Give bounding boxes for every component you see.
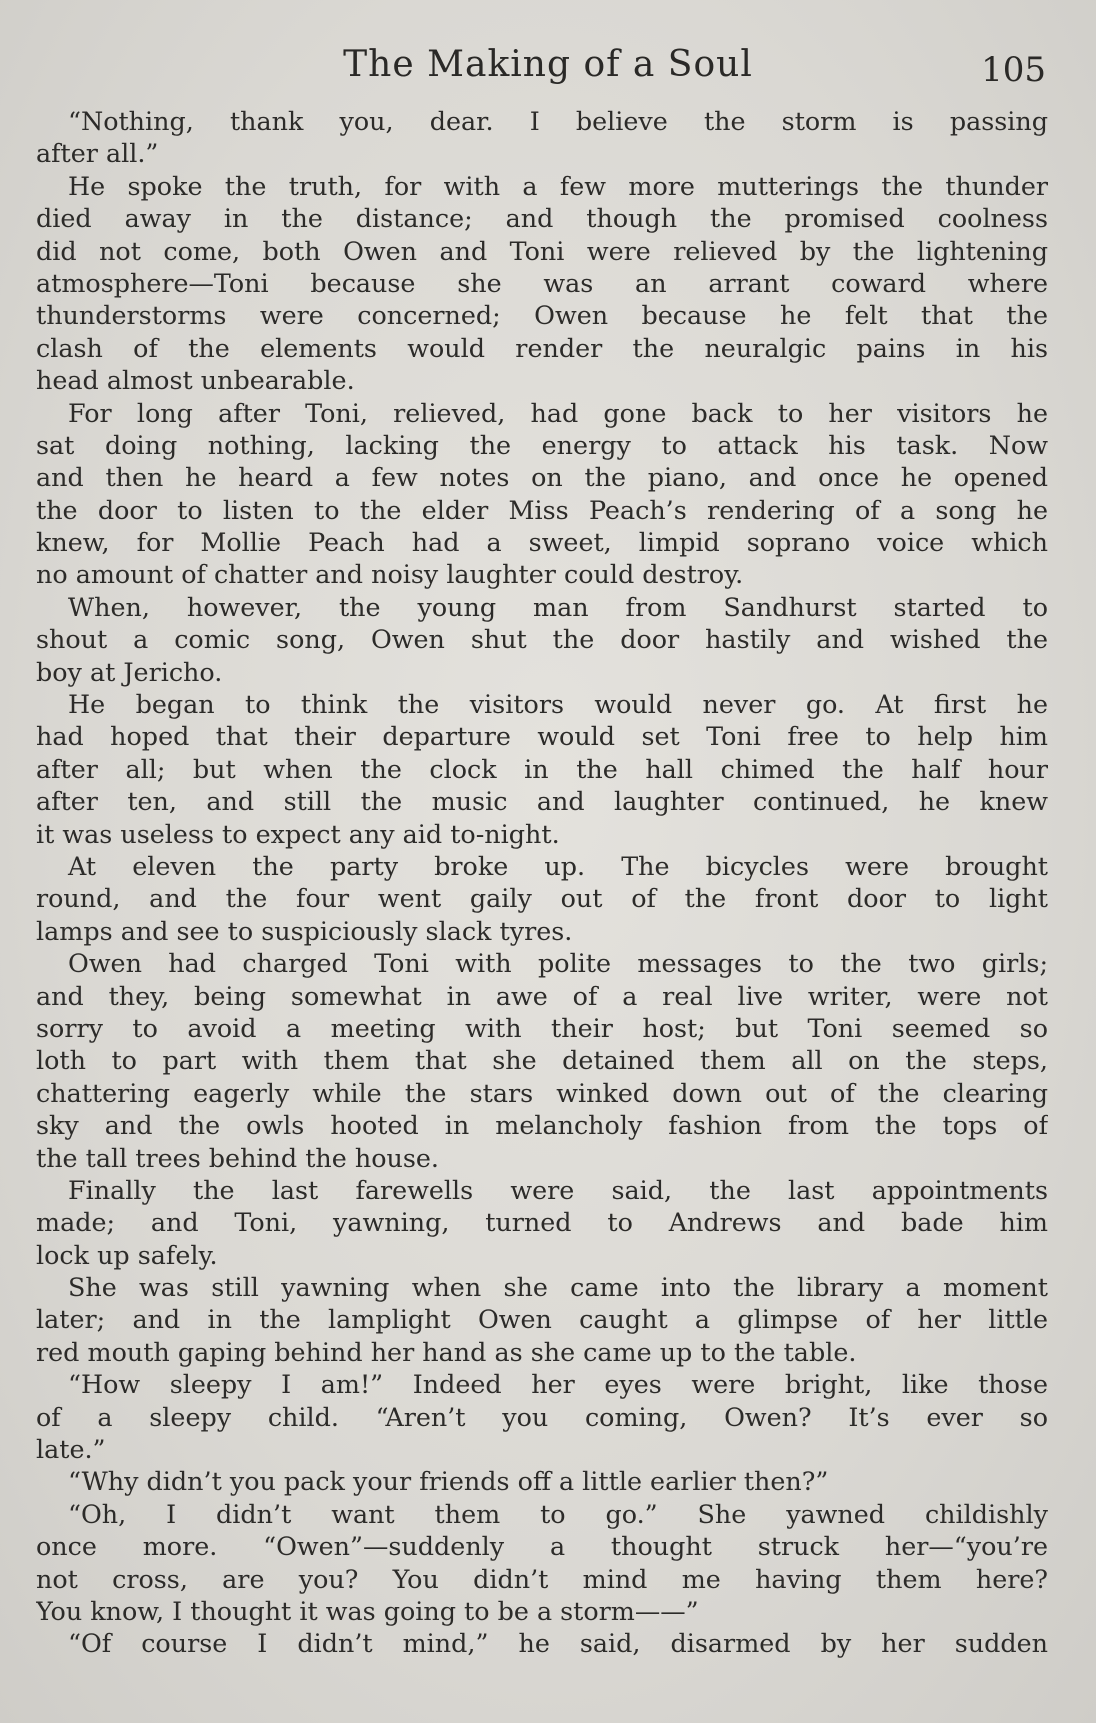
page-header <box>0 38 1096 98</box>
text-line: late.” <box>36 1434 106 1465</box>
text-line: after all; but when the clock in the hall chimed the half hour <box>36 753 1048 784</box>
text-line: died away in the distance; and though the promised coolness <box>36 203 1048 234</box>
text-line: You know, I thought it was going to be a storm——” <box>36 1595 699 1626</box>
text-line: made; and Toni, yawning, turned to Andrews and bade him <box>36 1207 1048 1238</box>
text-line: the door to listen to the elder Miss Peach’s rendering of a song he <box>36 494 1048 525</box>
text-line: had hoped that their departure would set Toni free to help him <box>36 721 1048 752</box>
text-line: sorry to avoid a meeting with their host; but Toni seemed so <box>36 1012 1048 1043</box>
text-line: lamps and see to suspiciously slack tyres. <box>36 915 573 946</box>
text-line: lock up safely. <box>36 1239 218 1270</box>
text-line: round, and the four went gaily out of the front door to light <box>36 883 1048 914</box>
text-line: and then he heard a few notes on the piano, and once he opened <box>36 462 1048 493</box>
text-line: For long after Toni, relieved, had gone back to her visitors he <box>68 397 1048 428</box>
body-text <box>36 105 1048 1660</box>
text-line: She was still yawning when she came into the library a moment <box>68 1272 1048 1303</box>
text-line: it was useless to expect any aid to-night. <box>36 818 560 849</box>
text-line: He began to think the visitors would never go. At first he <box>68 689 1048 720</box>
text-line: Finally the last farewells were said, the last appointments <box>68 1174 1048 1205</box>
text-line: chattering eagerly while the stars winked down out of the clearing <box>36 1077 1048 1108</box>
text-line: head almost unbearable. <box>36 365 355 396</box>
text-line: clash of the elements would render the neuralgic pains in his <box>36 332 1048 363</box>
text-line: sat doing nothing, lacking the energy to attack his task. Now <box>36 429 1048 460</box>
page-number: 105 <box>981 50 1046 90</box>
text-line: sky and the owls hooted in melancholy fashion from the tops of <box>36 1110 1048 1141</box>
text-line: “Of course I didn’t mind,” he said, disarmed by her sudden <box>68 1628 1048 1659</box>
text-line: later; and in the lamplight Owen caught a glimpse of her little <box>36 1304 1048 1335</box>
text-line: after ten, and still the music and laughter continued, he knew <box>36 786 1048 817</box>
text-line: atmosphere—Toni because she was an arrant coward where <box>36 267 1048 298</box>
text-line: “How sleepy I am!” Indeed her eyes were bright, like those <box>68 1369 1048 1400</box>
text-line: the tall trees behind the house. <box>36 1142 440 1173</box>
text-line: boy at Jericho. <box>36 656 223 687</box>
text-line: red mouth gaping behind her hand as she came up to the table. <box>36 1336 857 1367</box>
text-line: did not come, both Owen and Toni were relieved by the lightening <box>36 235 1048 266</box>
text-line: When, however, the young man from Sandhurst started to <box>68 591 1048 622</box>
text-line: At eleven the party broke up. The bicycles were brought <box>68 850 1048 881</box>
text-line: “Why didn’t you pack your friends off a little earlier then?” <box>68 1466 829 1497</box>
text-line: no amount of chatter and noisy laughter could destroy. <box>36 559 744 590</box>
text-line: not cross, are you? You didn’t mind me having them here? <box>36 1563 1048 1594</box>
text-line: shout a comic song, Owen shut the door hastily and wished the <box>36 624 1048 655</box>
text-line: and they, being somewhat in awe of a real live writer, were not <box>36 980 1048 1011</box>
text-line: “Oh, I didn’t want them to go.” She yawned childishly <box>68 1498 1048 1529</box>
text-line: “Nothing, thank you, dear. I believe the storm is passing <box>68 106 1048 136</box>
text-line: loth to part with them that she detained them all on the steps, <box>36 1045 1048 1076</box>
text-line: thunderstorms were concerned; Owen because he felt that the <box>36 300 1048 331</box>
text-line: Owen had charged Toni with polite messages to the two girls; <box>68 948 1048 979</box>
text-line: after all.” <box>36 138 159 169</box>
text-line: once more. “Owen”—suddenly a thought struck her—“you’re <box>36 1531 1048 1562</box>
text-line: of a sleepy child. “Aren’t you coming, Owen? It’s ever so <box>36 1401 1048 1432</box>
running-title: The Making of a Soul <box>343 44 753 85</box>
text-line: knew, for Mollie Peach had a sweet, limpid soprano voice which <box>36 527 1048 558</box>
text-line: He spoke the truth, for with a few more mutterings the thunder <box>68 170 1048 201</box>
